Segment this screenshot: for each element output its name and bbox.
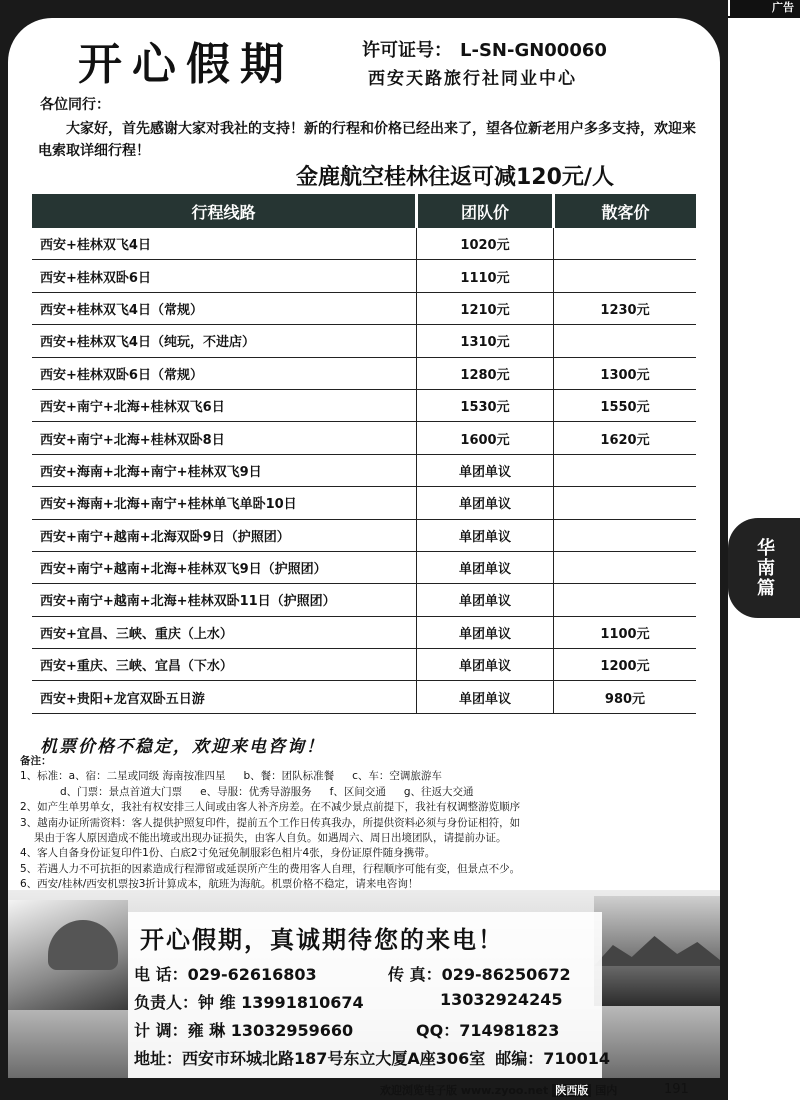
edition-badge: 陕西版 <box>552 1084 591 1097</box>
table-row <box>32 487 696 519</box>
table-row <box>32 551 696 583</box>
table-row <box>32 292 696 324</box>
phone-number: 029-62616803 <box>187 965 317 984</box>
section-name: 国内 <box>595 1084 618 1097</box>
note-1-c: c、车：空调旅游车 <box>352 770 442 783</box>
table-row <box>32 422 696 454</box>
bottom-strip <box>380 1082 617 1098</box>
note-3: 3、越南办证所需资料：客人提供护照复印件，提前五个工作日传真我办，所提供资料必须与身份证相符，如 <box>20 816 521 829</box>
note-3-cont: 果由于客人原因造成不能出境或出现办证损失，由客人自负。如遇周六、周日出境团队，请提前办证。 <box>34 832 507 845</box>
group-price-cell: 1110元 <box>417 260 554 292</box>
license-label: 许可证号： <box>362 40 452 61</box>
group-price-cell: 1020元 <box>417 228 554 260</box>
group-price-cell: 单团单议 <box>417 519 554 551</box>
phone <box>134 962 317 985</box>
route-cell: 西安+南宁+越南+北海+桂林双卧11日（护照团） <box>32 584 417 616</box>
retail-price-cell: 1200元 <box>554 649 697 681</box>
retail-price-cell <box>554 551 697 583</box>
planner <box>134 1018 353 1041</box>
fax <box>388 962 571 985</box>
note-5: 5、若遇人力不可抗拒的因素造成行程滞留或延误所产生的费用客人自理，行程顺序可能有变，但景点不少。 <box>20 862 521 875</box>
retail-price-cell <box>554 228 697 260</box>
qq <box>416 1018 559 1041</box>
intro-paragraph: 大家好，首先感谢大家对我社的支持！新的行程和价格已经出来了，望各位新老用户多多支持，欢迎来电索取详细行程！ <box>38 121 696 159</box>
route-cell: 西安+重庆、三峡、宜昌（下水） <box>32 649 417 681</box>
group-price-cell: 1210元 <box>417 292 554 324</box>
guilin-elephant-hill-photo <box>8 900 128 1010</box>
route-cell: 西安+桂林双飞4日（常规） <box>32 292 417 324</box>
fax-label: 传 真： <box>388 965 442 984</box>
greeting: 各位同行： <box>40 97 110 113</box>
address <box>134 1046 610 1069</box>
route-cell: 西安+南宁+越南+北海+桂林双飞9日（护照团） <box>32 551 417 583</box>
ad-tag: 广告 <box>730 0 800 16</box>
route-cell: 西安+南宁+北海+桂林双飞6日 <box>32 389 417 421</box>
route-cell: 西安+桂林双卧6日（常规） <box>32 357 417 389</box>
table-row <box>32 454 696 486</box>
group-price-cell: 单团单议 <box>417 584 554 616</box>
table-row <box>32 260 696 292</box>
route-cell: 西安+桂林双飞4日（纯玩，不进店） <box>32 325 417 357</box>
group-price-cell: 单团单议 <box>417 454 554 486</box>
river-landscape-photo <box>594 896 720 1006</box>
retail-price-cell: 1100元 <box>554 616 697 648</box>
route-cell: 西安+桂林双飞4日 <box>32 228 417 260</box>
table-row <box>32 389 696 421</box>
group-price-cell: 1310元 <box>417 325 554 357</box>
group-price-cell: 1600元 <box>417 422 554 454</box>
route-cell: 西安+海南+北海+南宁+桂林单飞单卧10日 <box>32 487 417 519</box>
retail-price-cell <box>554 584 697 616</box>
note-1-d: d、门票：景点首道大门票 <box>60 785 183 798</box>
note-1-b: b、餐：团队标准餐 <box>243 770 335 783</box>
table-row <box>32 357 696 389</box>
promo-headline: 金鹿航空桂林往返可减120元/人 <box>296 165 614 190</box>
bottom-text: 欢迎浏览电子版 www.zyoo.net <box>380 1084 549 1097</box>
table-row <box>32 616 696 648</box>
group-price-cell: 单团单议 <box>417 551 554 583</box>
tagline: 机票价格不稳定，欢迎来电咨询！ <box>40 737 325 757</box>
table-row <box>32 649 696 681</box>
group-price-cell: 单团单议 <box>417 487 554 519</box>
group-price-cell: 单团单议 <box>417 649 554 681</box>
note-4: 4、客人自备身份证复印件1份、白底2寸免冠免制服彩色相片4张，身份证原件随身携带。 <box>20 847 436 860</box>
retail-price-cell <box>554 325 697 357</box>
group-price-cell: 单团单议 <box>417 616 554 648</box>
note-1-g: g、往返大交通 <box>403 785 474 798</box>
note-1-e: e、导服：优秀导游服务 <box>200 785 312 798</box>
section-tab-label: 华南篇 <box>754 538 775 598</box>
note-6: 6、西安/桂林/西安机票按3折计算成本，航班为海航。机票价格不稳定，请来电咨询！ <box>20 878 419 891</box>
group-price-cell: 单团单议 <box>417 681 554 713</box>
route-cell: 西安+南宁+北海+桂林双卧8日 <box>32 422 417 454</box>
retail-price-cell: 1300元 <box>554 357 697 389</box>
note-1 <box>20 769 700 784</box>
route-cell: 西安+海南+北海+南宁+桂林双飞9日 <box>32 454 417 486</box>
planner-contact: 雍 琳 13032959660 <box>187 1021 354 1040</box>
table-row <box>32 228 696 260</box>
planner-label: 计 调： <box>134 1021 188 1040</box>
table-header-row <box>32 194 696 228</box>
retail-price-cell: 980元 <box>554 681 697 713</box>
address-text: 西安市环城北路187号东立大厦A座306室 <box>182 1049 486 1068</box>
section-tab[interactable] <box>728 518 800 618</box>
note-1-f: f、区间交通 <box>329 785 386 798</box>
header-route: 行程线路 <box>32 194 417 228</box>
address-label: 地址： <box>134 1049 183 1068</box>
manager-label: 负责人： <box>134 993 199 1012</box>
license-number: L-SN-GN00060 <box>460 40 607 61</box>
header-retail-price: 散客价 <box>554 194 697 228</box>
hill-shape <box>48 920 118 970</box>
note-1-a: 1、标准：a、宿：二星或同级 海南按准四星 <box>20 770 226 783</box>
route-cell: 西安+南宁+越南+北海双卧9日（护照团） <box>32 519 417 551</box>
retail-price-cell <box>554 519 697 551</box>
group-price-cell: 1280元 <box>417 357 554 389</box>
header-group-price: 团队价 <box>417 194 554 228</box>
manager-phone-2: 13032924245 <box>440 990 563 1009</box>
notes <box>20 754 700 908</box>
license <box>362 36 607 62</box>
agency-name: 西安天路旅行社同业中心 <box>368 69 577 89</box>
retail-price-cell <box>554 454 697 486</box>
retail-price-cell: 1620元 <box>554 422 697 454</box>
ridge-shape <box>594 936 720 966</box>
retail-price-cell <box>554 260 697 292</box>
note-1-cont <box>20 785 700 800</box>
top-rule <box>728 16 800 18</box>
table-row <box>32 681 696 713</box>
table-row <box>32 519 696 551</box>
retail-price-cell <box>554 487 697 519</box>
zip-code: 710014 <box>543 1049 611 1068</box>
route-cell: 西安+桂林双卧6日 <box>32 260 417 292</box>
page-number: 191 <box>664 1082 689 1097</box>
manager <box>134 990 364 1013</box>
zip-label: 邮编： <box>495 1049 544 1068</box>
notes-title: 备注： <box>20 755 52 767</box>
retail-price-cell: 1550元 <box>554 389 697 421</box>
route-cell: 西安+宜昌、三峡、重庆（上水） <box>32 616 417 648</box>
route-cell: 西安+贵阳+龙宫双卧五日游 <box>32 681 417 713</box>
group-price-cell: 1530元 <box>417 389 554 421</box>
footer-slogan: 开心假期，真诚期待您的来电！ <box>140 926 504 954</box>
table-row <box>32 325 696 357</box>
manager-contact: 钟 维 13991810674 <box>198 993 364 1012</box>
note-2: 2、如产生单男单女，我社有权安排三人间或由客人补齐房差。在不减少景点前提下，我社有权调整游览顺序 <box>20 801 521 814</box>
price-table <box>32 194 696 714</box>
table-row <box>32 584 696 616</box>
phone-label: 电 话： <box>134 965 188 984</box>
qq-number: 714981823 <box>459 1021 560 1040</box>
fax-number: 029-86250672 <box>441 965 571 984</box>
retail-price-cell: 1230元 <box>554 292 697 324</box>
brand-title: 开心假期 <box>78 39 294 90</box>
qq-label: QQ： <box>416 1021 460 1040</box>
